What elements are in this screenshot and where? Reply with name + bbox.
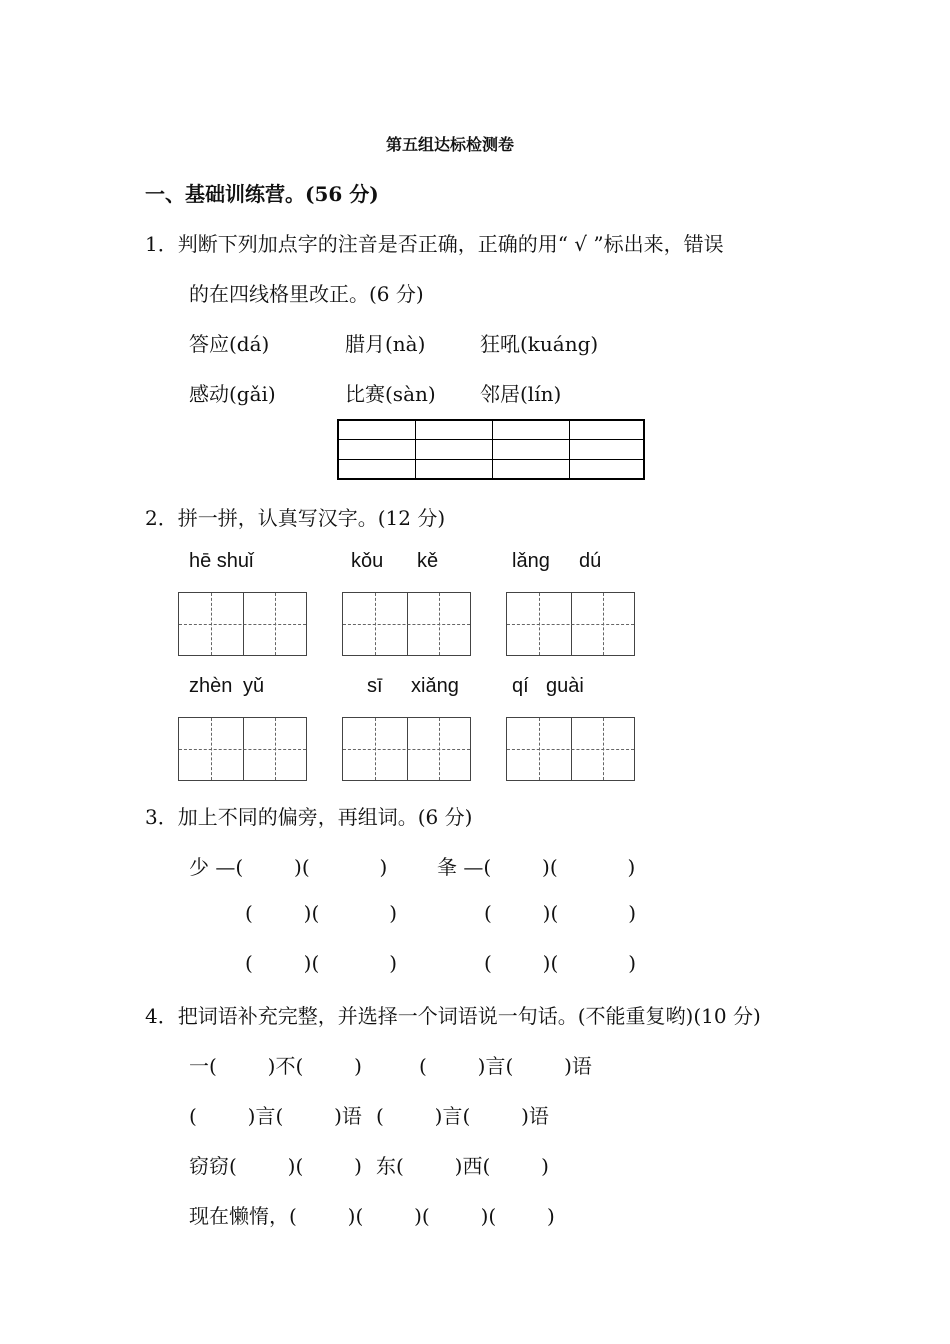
page-title: 第五组达标检测卷 [386,135,515,154]
q3-row-right: ( )( ) [484,901,637,925]
q1-item: 邻居(lín) [480,382,562,406]
pinyin-label: hē shuǐ [189,550,254,572]
q2-instruction: 2．拼一拼，认真写汉字。(12 分) [145,506,446,530]
section-heading: 一、基础训练营。(56 分) [145,182,379,206]
q1-item: 狂吼(kuáng) [480,332,599,356]
q4-item: ( )言( )语 [419,1054,592,1078]
q4-instruction: 4．把词语补充完整，并选择一个词语说一句话。(不能重复哟)(10 分) [145,1004,761,1028]
q4-item: ( )言( )语 [189,1104,362,1128]
q1-instruction-line1: 1．判断下列加点字的注音是否正确，正确的用“ √ ”标出来，错误 [145,232,724,256]
q1-item: 比赛(sàn) [345,382,436,406]
q3-row-left: ( )( ) [245,951,398,975]
pinyin-label: yǔ [243,675,265,697]
pinyin-label: lǎng [512,550,550,572]
q4-sentence-line: 现在懒惰，( )( )( )( ) [189,1204,555,1228]
q3-row-left: 少 —( )( ) [189,855,388,879]
q4-item: ( )言( )语 [376,1104,549,1128]
q1-item: 答应(dá) [189,332,270,356]
q1-item: 腊月(nà) [345,332,426,356]
pinyin-label: kǒu [351,550,384,572]
pinyin-label: xiǎng [411,675,459,697]
q3-row-left: ( )( ) [245,901,398,925]
character-writing-box[interactable] [506,592,635,656]
q3-row-right: 夆 —( )( ) [437,855,636,879]
character-writing-box[interactable] [178,717,307,781]
q4-item: 一( )不( ) [189,1054,362,1078]
pinyin-label: sī [367,675,383,697]
pinyin-label: kě [417,550,439,572]
character-writing-box[interactable] [342,592,471,656]
q3-row-right: ( )( ) [484,951,637,975]
q1-item: 感动(gǎi) [189,382,276,406]
pinyin-label: guài [546,675,584,697]
character-writing-box[interactable] [342,717,471,781]
q4-item: 东( )西( ) [376,1154,549,1178]
q3-instruction: 3．加上不同的偏旁，再组词。(6 分) [145,805,473,829]
character-writing-box[interactable] [178,592,307,656]
four-line-grid[interactable] [337,419,645,480]
pinyin-label: dú [579,550,602,572]
character-writing-box[interactable] [506,717,635,781]
q4-item: 窃窃( )( ) [189,1154,362,1178]
pinyin-label: qí [512,675,529,697]
q1-instruction-line2: 的在四线格里改正。(6 分) [189,282,424,306]
pinyin-label: zhèn [189,675,233,697]
